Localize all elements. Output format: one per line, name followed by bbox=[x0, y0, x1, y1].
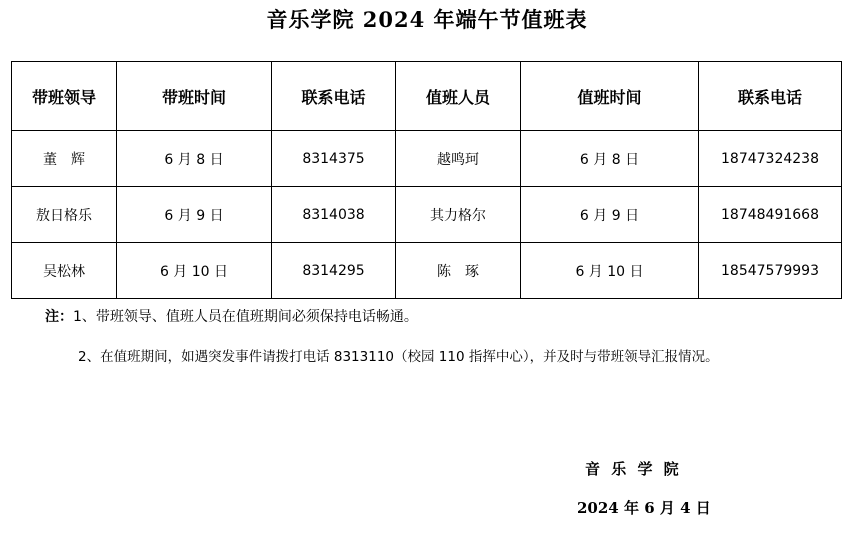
table-row bbox=[12, 187, 842, 243]
note-lead: 注： bbox=[45, 309, 73, 325]
header-staff: 值班人员 bbox=[396, 62, 521, 131]
cell-leader-time: 6 月 10 日 bbox=[117, 243, 272, 299]
header-leader-time: 带班时间 bbox=[117, 62, 272, 131]
cell-leader: 董 辉 bbox=[12, 131, 117, 187]
cell-leader: 吴松林 bbox=[12, 243, 117, 299]
cell-staff: 其力格尔 bbox=[396, 187, 521, 243]
cell-staff-time: 6 月 8 日 bbox=[521, 131, 699, 187]
cell-staff-phone: 18747324238 bbox=[699, 131, 842, 187]
header-leader: 带班领导 bbox=[12, 62, 117, 131]
cell-staff-time: 6 月 10 日 bbox=[521, 243, 699, 299]
cell-leader: 敖日格乐 bbox=[12, 187, 117, 243]
cell-staff-time: 6 月 9 日 bbox=[521, 187, 699, 243]
cell-staff-phone: 18748491668 bbox=[699, 187, 842, 243]
table-row bbox=[12, 131, 842, 187]
header-staff-phone: 联系电话 bbox=[699, 62, 842, 131]
page-title: 音乐学院 2024 年端午节值班表 bbox=[266, 7, 588, 32]
signature-org: 音 乐 学 院 bbox=[585, 460, 682, 478]
cell-leader-phone: 8314375 bbox=[272, 131, 396, 187]
cell-staff-phone: 18547579993 bbox=[699, 243, 842, 299]
table-header-row bbox=[12, 62, 842, 131]
header-staff-time: 值班时间 bbox=[521, 62, 699, 131]
cell-leader-time: 6 月 8 日 bbox=[117, 131, 272, 187]
cell-leader-phone: 8314038 bbox=[272, 187, 396, 243]
table-row bbox=[12, 243, 842, 299]
duty-table bbox=[11, 61, 842, 299]
signature-date: 2024 年 6 月 4 日 bbox=[577, 499, 711, 517]
note-text-1: 1、带班领导、值班人员在值班期间必须保持电话畅通。 bbox=[73, 309, 418, 325]
cell-leader-phone: 8314295 bbox=[272, 243, 396, 299]
cell-leader-time: 6 月 9 日 bbox=[117, 187, 272, 243]
note-line-2: 2、在值班期间，如遇突发事件请拨打电话 8313110（校园 110 指挥中心），并及时与带班领导汇报情况。 bbox=[78, 349, 719, 365]
header-leader-phone: 联系电话 bbox=[272, 62, 396, 131]
cell-staff: 越鸣珂 bbox=[396, 131, 521, 187]
cell-staff: 陈 琢 bbox=[396, 243, 521, 299]
note-line-1 bbox=[45, 306, 418, 326]
